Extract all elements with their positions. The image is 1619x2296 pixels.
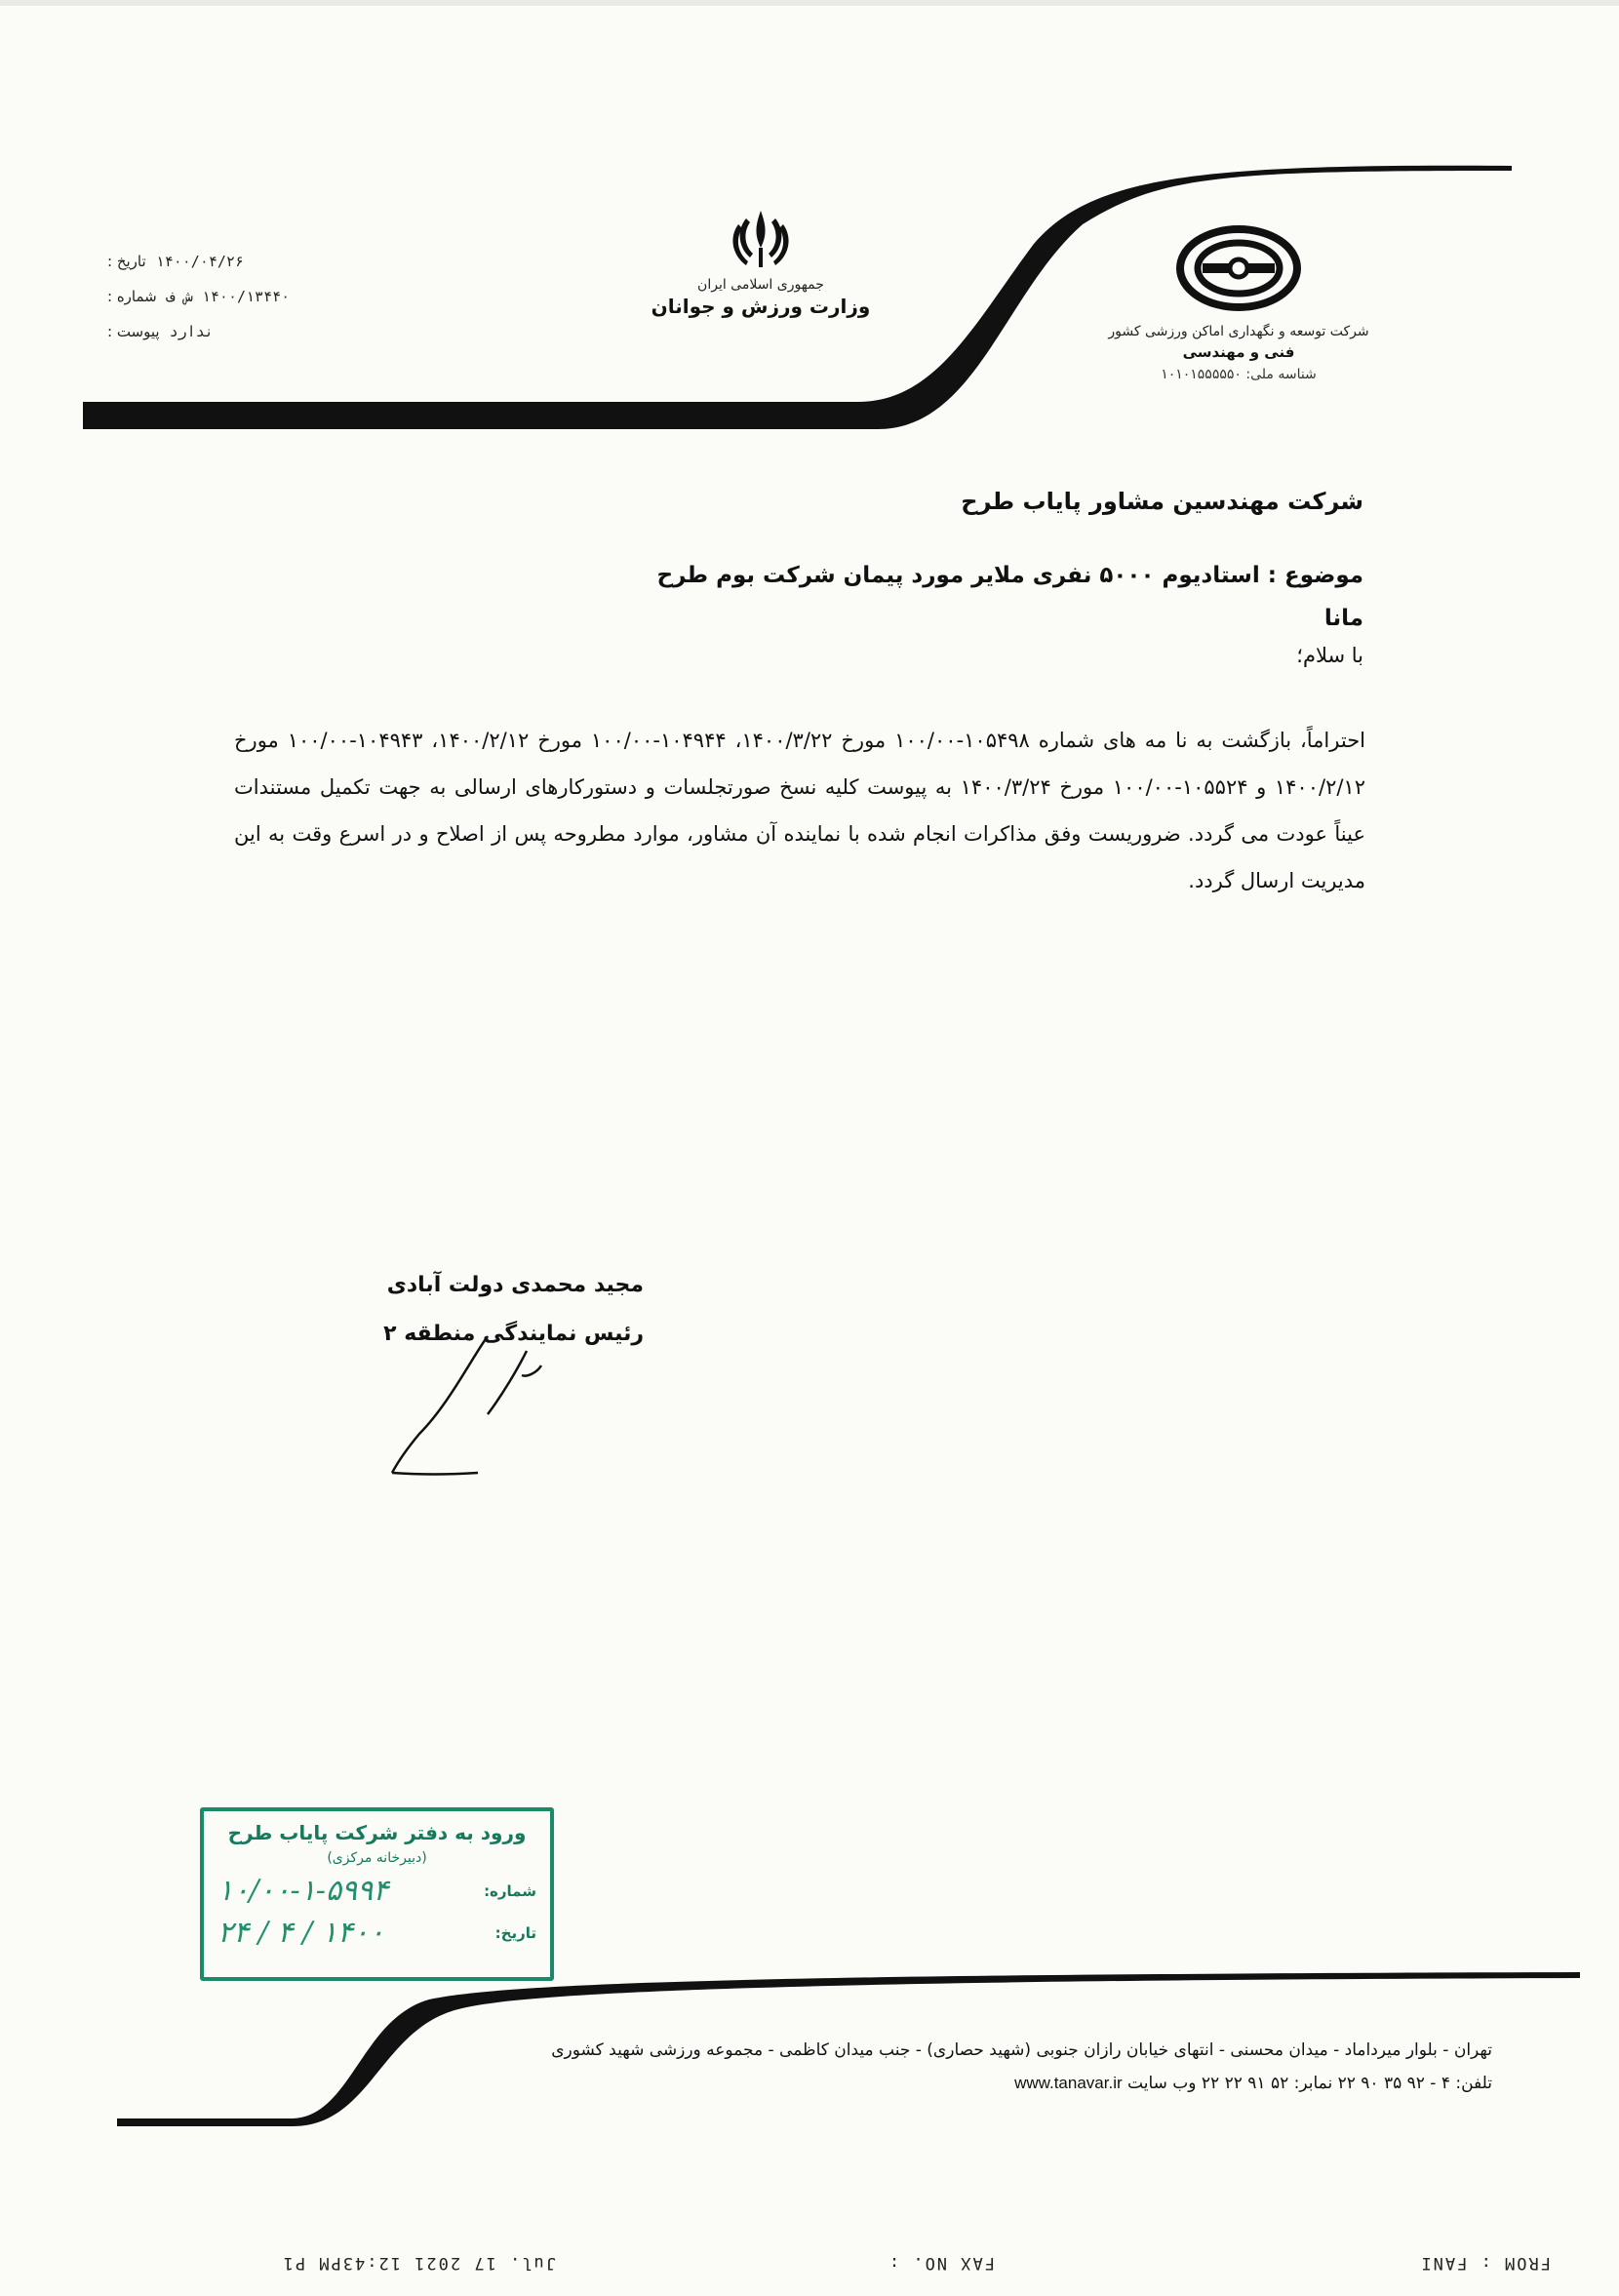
receipt-stamp	[200, 1807, 554, 1981]
stamp-subtitle: (دبیرخانه مرکزی)	[327, 1850, 427, 1866]
contact-line	[517, 2067, 1492, 2100]
header-meta	[107, 244, 400, 349]
recipient: شرکت مهندسین مشاور پایاب طرح	[961, 488, 1363, 515]
address-line: تهران - بلوار میرداماد - میدان محسنی - انتهای خیابان رازان جنوبی (شهید حصاری) - جنب میدان کاظمی - مجموعه ورزشی شهید کشوری	[551, 2040, 1492, 2060]
attachment-row	[107, 314, 400, 349]
stamp-date-label: تاریخ:	[494, 1923, 536, 1942]
date-row	[107, 244, 400, 279]
greeting: با سلام؛	[1296, 644, 1363, 667]
ministry-block	[634, 205, 888, 318]
stamp-date-value: ۱۴۰۰ / ۴ / ۲۴	[217, 1916, 385, 1950]
signatory-title: رئیس نمایندگی منطقه ۲	[383, 1322, 644, 1346]
letter-body: احتراماً، بازگشت به نا مه های شماره ۱۰۵۴۹۸-۱۰۰/۰۰ مورخ ۱۴۰۰/۳/۲۲، ۱۰۴۹۴۴-۱۰۰/۰۰ مورخ ۱۴۰۰/۲/۱۲، ۱۰۴۹۴۳-۱۰۰/۰۰ مورخ ۱۴۰۰/۲/۱۲ و ۱۰۵۵۲۴-۱۰۰/۰۰ مورخ ۱۴۰۰/۳/۲۴ به پیوست کلیه نسخ صورتجلسات و دستورکارهای ارسالی به جهت تکمیل مستندات عیناً عودت می گردد. ضروریست وفق مذاکرات انجام شده با نماینده آن مشاور، موارد مطروحه پس از اصلاح و در اسرع وقت به این مدیریت ارسال گردد.	[234, 729, 1366, 892]
stamp-number-value: ۱۰/۰۰-۱-۵۹۹۴	[217, 1874, 389, 1908]
number-row	[107, 279, 400, 314]
attachment-value: ندارد	[169, 323, 214, 340]
stamp-number-label: شماره:	[484, 1881, 536, 1900]
website-link[interactable]: www.tanavar.ir	[1014, 2074, 1123, 2092]
fax-timestamp: Jul. 17 2021 12:43PM P1	[281, 2253, 556, 2273]
org-department: فنی و مهندسی	[1182, 343, 1295, 361]
stamp-title: ورود به دفتر شرکت پایاب طرح	[227, 1821, 527, 1844]
fax-number: FAX NO. :	[887, 2253, 995, 2273]
org-name: شرکت توسعه و نگهداری اماکن ورزشی کشور	[1108, 324, 1369, 339]
org-block	[1063, 224, 1414, 382]
org-logo-icon	[1175, 224, 1302, 312]
phone-fax-text: تلفن: ۴ - ۹۲ ۳۵ ۹۰ ۲۲ نمابر: ۵۲ ۹۱ ۲۲ ۲۲ وب سایت	[1127, 2074, 1492, 2093]
subject-line: موضوع : استادیوم ۵۰۰۰ نفری ملایر مورد پیمان شرکت بوم طرح مانا	[656, 563, 1363, 631]
fax-from: FROM : FANI	[1419, 2253, 1551, 2273]
date-label: تاریخ :	[107, 253, 146, 270]
stamp-date-row	[204, 1916, 550, 1950]
footer-address	[517, 2034, 1492, 2100]
stamp-number-row	[204, 1874, 550, 1908]
attachment-label: پیوست :	[107, 323, 160, 340]
letter-number: ۱۴۰۰/۱۳۴۴۰ ش ف	[166, 288, 291, 305]
handwritten-signature	[380, 1326, 575, 1502]
number-label: شماره :	[107, 288, 157, 305]
signatory-name: مجید محمدی دولت آبادی	[386, 1273, 644, 1297]
iran-emblem-icon	[727, 205, 795, 273]
letter-date: ۱۴۰۰/۰۴/۲۶	[155, 253, 244, 270]
org-national-id: شناسه ملی: ۱۰۱۰۱۵۵۵۵۵۰	[1161, 367, 1317, 382]
emblem-caption: جمهوری اسلامی ایران	[697, 277, 824, 293]
ministry-name: وزارت ورزش و جوانان	[651, 295, 871, 318]
fax-header-strip	[0, 2241, 1619, 2280]
